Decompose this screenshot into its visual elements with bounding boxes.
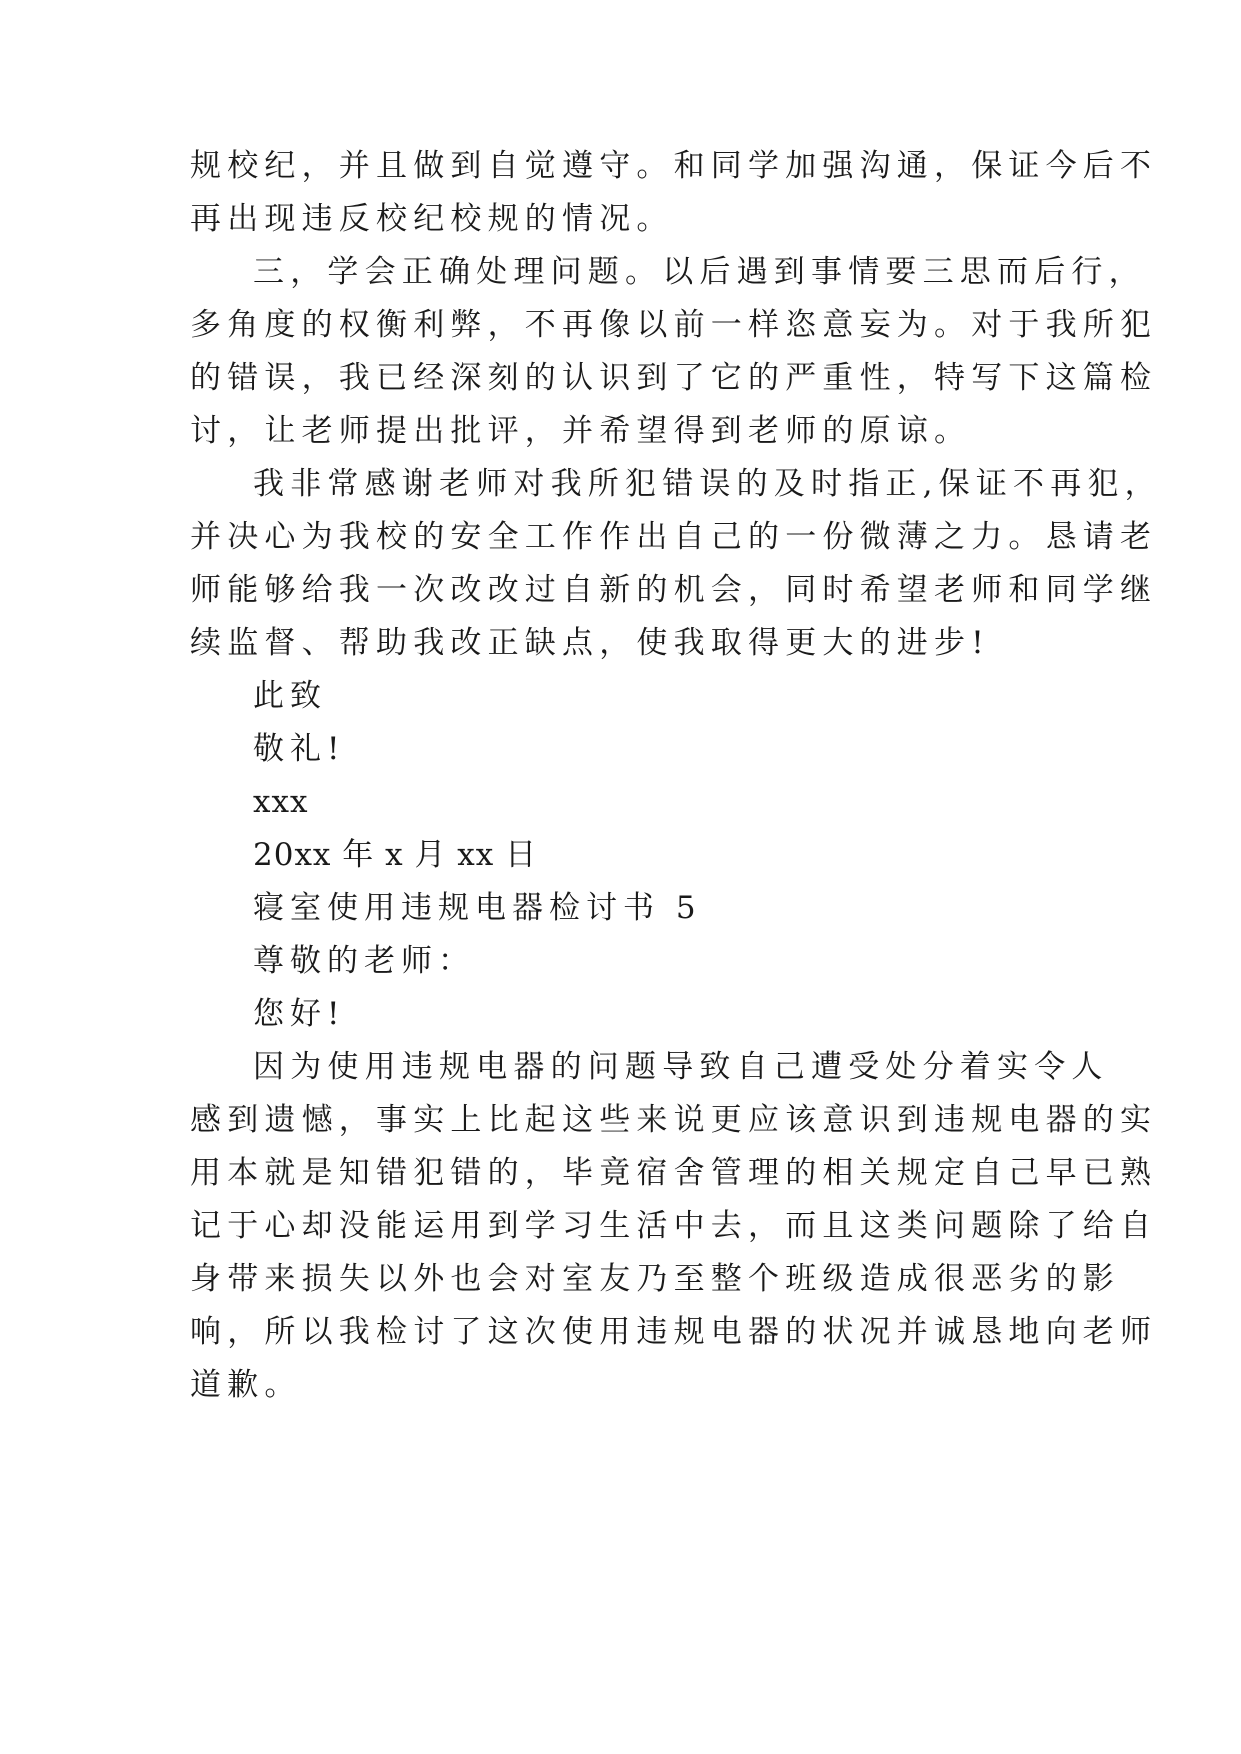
body-text-line: 多角度的权衡利弊，不再像以前一样恣意妄为。对于我所犯 [190, 307, 1158, 343]
closing-salutation: 此致 [253, 678, 327, 714]
body-text-line: 用本就是知错犯错的，毕竟宿舍管理的相关规定自己早已熟 [190, 1155, 1158, 1191]
body-text-line: 三，学会正确处理问题。以后遇到事情要三思而后行， [253, 254, 1146, 290]
body-text-line: 因为使用违规电器的问题导致自己遭受处分着实令人 [253, 1049, 1109, 1085]
body-text-line: 我非常感谢老师对我所犯错误的及时指正,保证不再犯， [253, 466, 1162, 502]
body-text-line: 记于心却没能运用到学习生活中去，而且这类问题除了给自 [190, 1208, 1158, 1244]
letter-greeting: 尊敬的老师： [253, 943, 475, 979]
signature-date: 20xx 年 x 月 xx 日 [253, 837, 538, 873]
body-text-line: 感到遗憾，事实上比起这些来说更应该意识到违规电器的实 [190, 1102, 1158, 1138]
signature-name: xxx [253, 784, 309, 820]
body-text-line: 讨，让老师提出批评，并希望得到老师的原谅。 [190, 413, 972, 449]
closing-regards: 敬礼! [253, 731, 346, 767]
body-text-line: 身带来损失以外也会对室友乃至整个班级造成很恶劣的影 [190, 1261, 1120, 1297]
section-title: 寝室使用违规电器检讨书 5 [253, 890, 702, 926]
body-text-line: 再出现违反校纪校规的情况。 [190, 201, 674, 237]
body-text-line: 规校纪，并且做到自觉遵守。和同学加强沟通，保证今后不 [190, 148, 1158, 184]
body-text-line: 的错误，我已经深刻的认识到了它的严重性，特写下这篇检 [190, 360, 1158, 396]
body-text-line: 续监督、帮助我改正缺点，使我取得更大的进步! [190, 625, 990, 661]
body-text-line: 并决心为我校的安全工作作出自己的一份微薄之力。恳请老 [190, 519, 1158, 555]
letter-hello: 您好! [253, 996, 346, 1032]
body-text-line: 道歉。 [190, 1367, 302, 1403]
body-text-line: 师能够给我一次改改过自新的机会，同时希望老师和同学继 [190, 572, 1158, 608]
body-text-line: 响，所以我检讨了这次使用违规电器的状况并诚恳地向老师 [190, 1314, 1158, 1350]
